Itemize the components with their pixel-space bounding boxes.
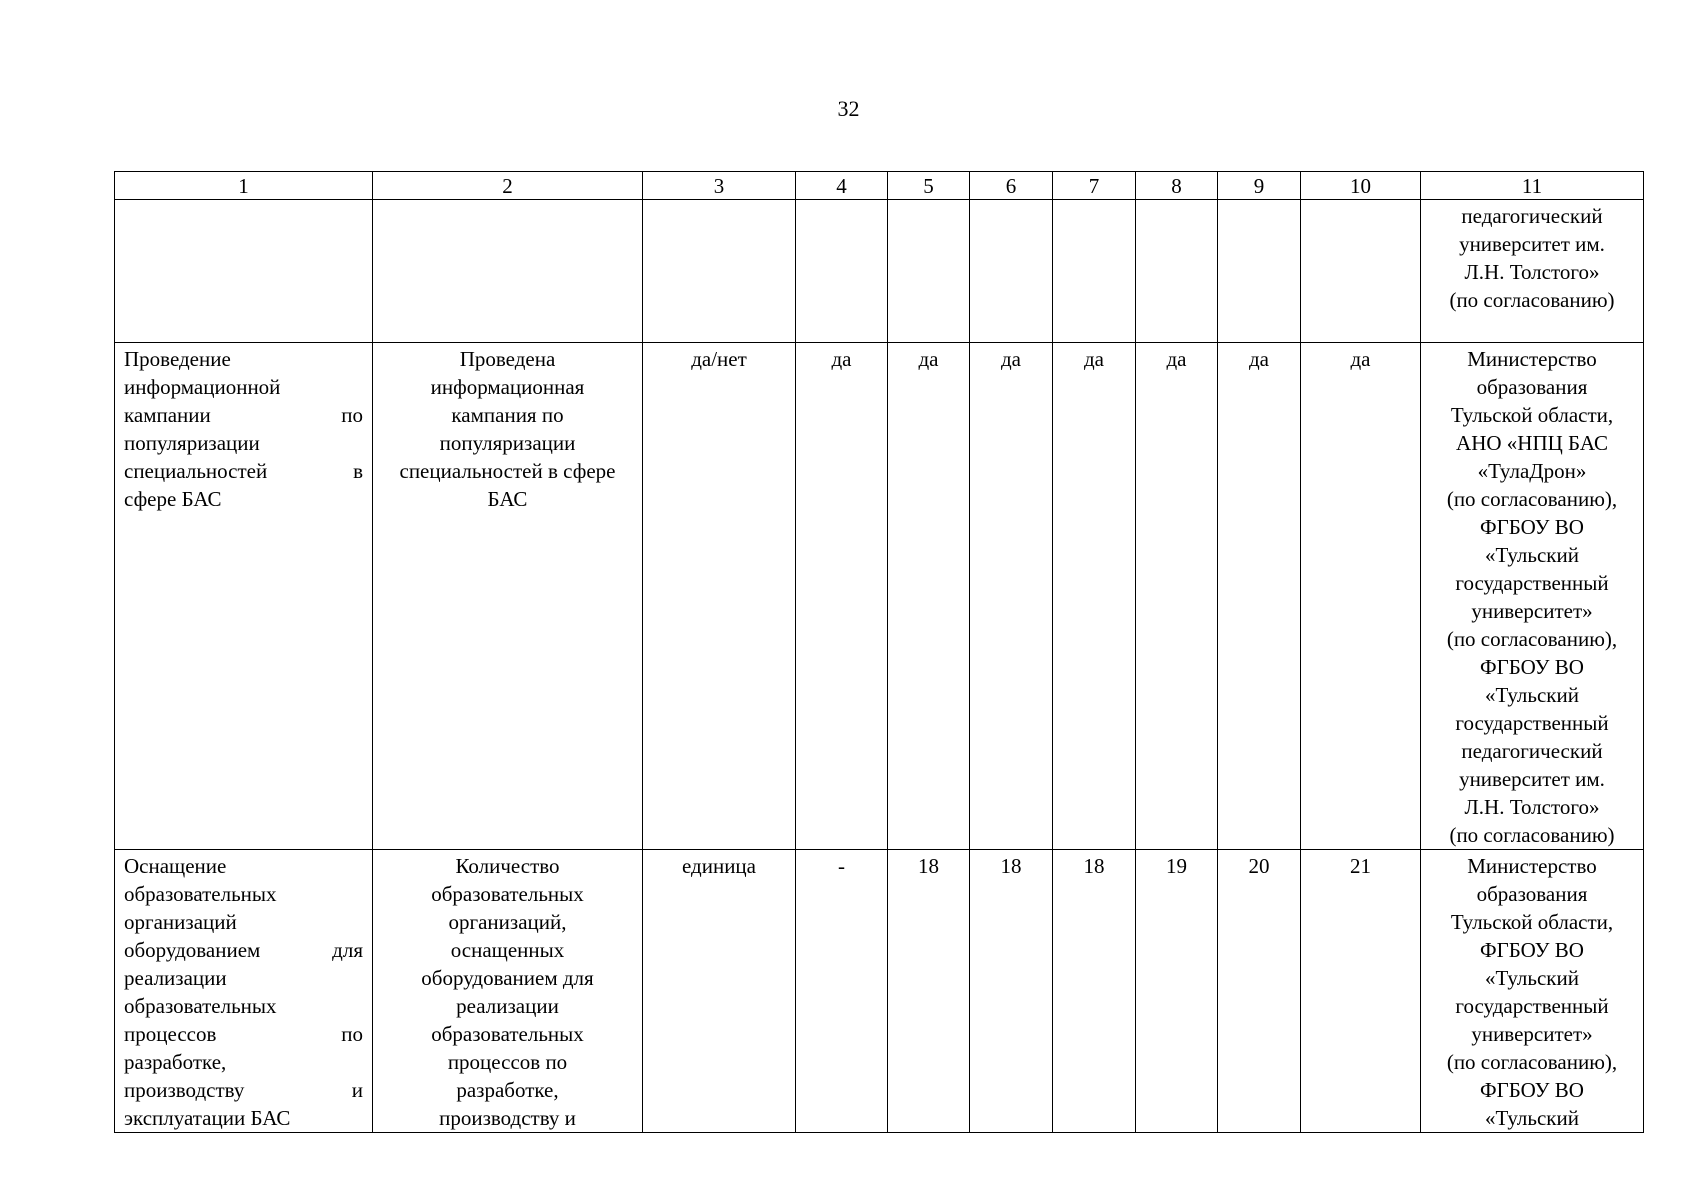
cell-line: государственный	[1455, 711, 1609, 735]
table-header-row	[115, 172, 1644, 200]
cell-line: разработке,	[456, 1078, 559, 1102]
cell-line: «Тульский	[1485, 683, 1579, 707]
cell-line: процессов по	[124, 1022, 363, 1046]
responsible-cell	[1421, 200, 1644, 343]
cell-line: Проведена	[459, 347, 556, 371]
cell-line: кампании по	[124, 403, 363, 427]
cell-line: университет им.	[1459, 767, 1605, 791]
value-cell: да	[970, 343, 1053, 850]
value-cell: да	[1301, 343, 1421, 850]
column-number-header: 10	[1301, 172, 1421, 200]
value-cell: да	[1053, 343, 1136, 850]
cell-line: Министерство	[1467, 347, 1597, 371]
cell-line: производству и	[124, 1078, 363, 1102]
cell-line: оснащенных	[450, 938, 565, 962]
column-number-header: 8	[1136, 172, 1218, 200]
cell-line: производству и	[439, 1106, 576, 1130]
cell-line: популяризации	[124, 431, 260, 455]
column-number-header: 1	[115, 172, 373, 200]
value-cell: 18	[888, 850, 970, 1133]
column-number-header: 7	[1053, 172, 1136, 200]
cell-line: образовательных	[124, 882, 277, 906]
value-cell: да	[1218, 343, 1301, 850]
cell-line: (по согласованию),	[1446, 487, 1618, 511]
cell-line: Тульской области,	[1450, 403, 1614, 427]
column-number-header: 6	[970, 172, 1053, 200]
cell-line: «Тульский	[1485, 966, 1579, 990]
indicator-cell	[373, 200, 643, 343]
value-cell	[970, 200, 1053, 343]
cell-line: образовательных	[431, 1022, 584, 1046]
table-row	[115, 200, 1644, 343]
cell-line: кампания по	[451, 403, 564, 427]
cell-line: реализации	[124, 966, 227, 990]
cell-line: педагогический	[1461, 204, 1603, 228]
cell-line: сфере БАС	[124, 487, 222, 511]
cell-line: АНО «НПЦ БАС	[1456, 431, 1608, 455]
table-row	[115, 850, 1644, 1133]
cell-line: (по согласованию)	[1449, 823, 1615, 847]
cell-line: специальностей в	[124, 459, 363, 483]
value-cell	[1301, 200, 1421, 343]
value-cell: -	[796, 850, 888, 1133]
indicator-cell	[373, 343, 643, 850]
column-number-header: 11	[1421, 172, 1644, 200]
cell-line: образовательных	[124, 994, 277, 1018]
value-cell	[1218, 200, 1301, 343]
activity-cell	[115, 200, 373, 343]
value-cell	[888, 200, 970, 343]
cell-line: специальностей в сфере	[399, 459, 616, 483]
cell-line: реализации	[456, 994, 559, 1018]
indicator-cell	[373, 850, 643, 1133]
value-cell: 19	[1136, 850, 1218, 1133]
cell-line: государственный	[1455, 571, 1609, 595]
cell-line: «ТулаДрон»	[1477, 459, 1587, 483]
unit-cell	[643, 200, 796, 343]
cell-line: оборудованием для	[421, 966, 594, 990]
cell-line: (по согласованию),	[1446, 627, 1618, 651]
activity-cell	[115, 850, 373, 1133]
value-cell: 18	[970, 850, 1053, 1133]
activity-cell	[115, 343, 373, 850]
value-cell: 18	[1053, 850, 1136, 1133]
cell-line: Оснащение	[124, 854, 227, 878]
value-cell: 21	[1301, 850, 1421, 1133]
value-cell: да	[796, 343, 888, 850]
cell-line: процессов по	[447, 1050, 568, 1074]
cell-line: ФГБОУ ВО	[1480, 1078, 1584, 1102]
cell-line: Проведение	[124, 347, 231, 371]
cell-line: БАС	[487, 487, 528, 511]
cell-line: государственный	[1455, 994, 1609, 1018]
cell-line: ФГБОУ ВО	[1480, 515, 1584, 539]
cell-line: университет»	[1471, 599, 1593, 623]
value-cell: да	[1136, 343, 1218, 850]
value-cell	[1053, 200, 1136, 343]
value-cell	[796, 200, 888, 343]
cell-line: ФГБОУ ВО	[1480, 938, 1584, 962]
responsible-cell	[1421, 850, 1644, 1133]
cell-line: ФГБОУ ВО	[1480, 655, 1584, 679]
cell-line: информационной	[124, 375, 281, 399]
cell-line: «Тульский	[1485, 1106, 1579, 1130]
value-cell: 20	[1218, 850, 1301, 1133]
unit-cell: единица	[643, 850, 796, 1133]
cell-line: педагогический	[1461, 739, 1603, 763]
value-cell: да	[888, 343, 970, 850]
page-number: 32	[837, 96, 860, 121]
responsible-cell	[1421, 343, 1644, 850]
cell-line: (по согласованию),	[1446, 1050, 1618, 1074]
indicators-table	[114, 171, 1644, 1133]
cell-line: организаций	[124, 910, 237, 934]
cell-line: организаций,	[448, 910, 567, 934]
cell-line: Л.Н. Толстого»	[1464, 260, 1600, 284]
cell-line: эксплуатации БАС	[124, 1106, 291, 1130]
cell-line: образования	[1476, 882, 1588, 906]
cell-line: оборудованием для	[124, 938, 363, 962]
column-number-header: 3	[643, 172, 796, 200]
column-number-header: 5	[888, 172, 970, 200]
cell-line: Количество	[455, 854, 560, 878]
cell-line: образовательных	[431, 882, 584, 906]
column-number-header: 9	[1218, 172, 1301, 200]
column-number-header: 4	[796, 172, 888, 200]
cell-line: университет»	[1471, 1022, 1593, 1046]
table-row	[115, 343, 1644, 850]
cell-line: университет им.	[1459, 232, 1605, 256]
cell-line: разработке,	[124, 1050, 227, 1074]
cell-line: «Тульский	[1485, 543, 1579, 567]
cell-line: информационная	[430, 375, 585, 399]
column-number-header: 2	[373, 172, 643, 200]
cell-line: образования	[1476, 375, 1588, 399]
unit-cell: да/нет	[643, 343, 796, 850]
cell-line: Тульской области,	[1450, 910, 1614, 934]
value-cell	[1136, 200, 1218, 343]
cell-line: (по согласованию)	[1449, 288, 1615, 312]
cell-line: Л.Н. Толстого»	[1464, 795, 1600, 819]
cell-line: Министерство	[1467, 854, 1597, 878]
cell-line: популяризации	[439, 431, 576, 455]
